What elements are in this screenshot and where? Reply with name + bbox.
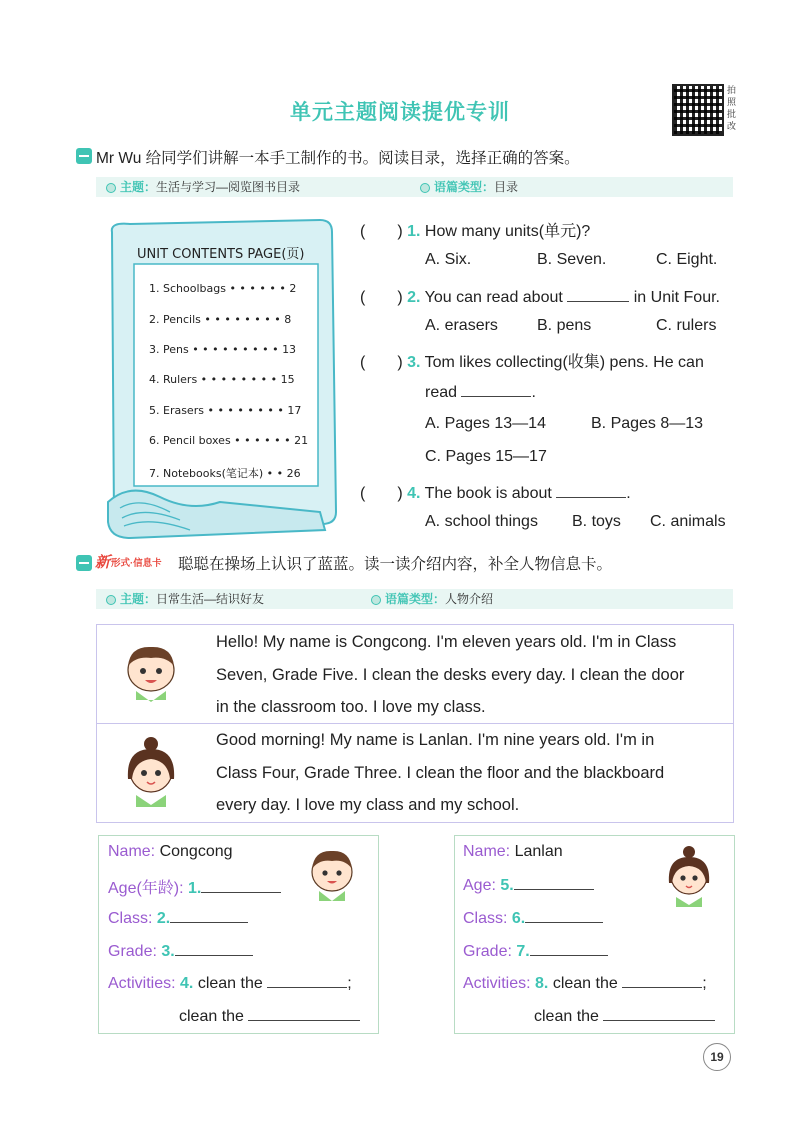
activities-label: Activities: (108, 975, 176, 992)
card1-age-row (108, 875, 281, 898)
book-item: 4. Rulers • • • • • • • • 15 (149, 373, 295, 386)
q4-option-a: A. school things (425, 513, 538, 530)
book-item: 5. Erasers • • • • • • • • 17 (149, 404, 302, 417)
grade-label: Grade: (463, 943, 512, 960)
genre-label: 语篇类型： (434, 180, 495, 194)
section1-theme-bar (96, 177, 733, 197)
blank-number: 2. (156, 910, 171, 927)
blank-number: 6. (511, 910, 526, 927)
section1-instruction: Mr Wu 给同学们讲解一本手工制作的书。阅读目录，选择正确的答案。 (96, 150, 580, 167)
activities-end: ; (702, 975, 707, 992)
new-badge: 新 (95, 554, 111, 571)
age-blank[interactable] (514, 875, 594, 890)
passage-lanlan (216, 724, 726, 822)
answer-blank[interactable] (556, 483, 626, 498)
q2-option-c: C. rulers (656, 317, 717, 334)
boy-avatar-small (304, 845, 360, 903)
question-text: How many units(单元)? (424, 223, 591, 240)
activities-blank[interactable] (248, 1006, 360, 1021)
card1-class-row (108, 908, 248, 928)
q4-option-b: B. toys (572, 513, 621, 530)
section2-theme-bar (96, 589, 733, 609)
theme-label: 主题： (120, 592, 157, 606)
page-title: 单元主题阅读提优专训 (290, 101, 510, 124)
question-number: 3. (407, 354, 421, 371)
q1-option-b: B. Seven. (537, 251, 607, 268)
passage-line: Class Four, Grade Three. I clean the floor and the blackboard (216, 763, 665, 782)
question-text-end: in Unit Four. (633, 289, 720, 306)
age-label: Age(年龄): (108, 880, 184, 897)
blank-number: 4. (180, 975, 194, 992)
card2-age-row (463, 875, 594, 895)
card2-class-row (463, 908, 603, 928)
answer-paren[interactable]: ( ) (360, 354, 403, 371)
book-item: 7. Notebooks(笔记本) • • 26 (149, 467, 301, 480)
qr-code[interactable] (672, 84, 724, 136)
activities-blank[interactable] (622, 973, 702, 988)
activities-label: Activities: (463, 975, 531, 992)
answer-paren[interactable]: ( ) (360, 289, 403, 306)
grade-blank[interactable] (175, 941, 253, 956)
card2-name-row (463, 843, 563, 861)
passage-line: in the classroom too. I love my class. (216, 698, 486, 716)
passage-line: every day. I love my class and my school. (216, 796, 520, 814)
card1-grade-row (108, 941, 253, 961)
question-3 (360, 349, 704, 372)
question-3-line2 (425, 382, 536, 402)
section-marker-icon (76, 148, 92, 164)
theme-value: 生活与学习—阅览图书目录 (156, 180, 301, 194)
name-label: Name: (108, 843, 156, 860)
q2-option-b: B. pens (537, 317, 592, 334)
genre-value: 目录 (494, 180, 519, 194)
class-label: Class: (108, 910, 153, 927)
answer-blank[interactable] (461, 382, 531, 397)
blank-number: 1. (188, 880, 202, 897)
book-item: 1. Schoolbags • • • • • • 2 (149, 282, 297, 295)
passage-line: Good morning! My name is Lanlan. I'm nine years old. I'm in (216, 731, 655, 749)
q4-option-c: C. animals (650, 513, 726, 530)
genre-value: 人物介绍 (445, 592, 494, 606)
activities-text: clean the (552, 975, 618, 992)
card2-activities-row2 (534, 1006, 715, 1026)
question-text: Tom likes collecting(收集) pens. He can (424, 354, 704, 371)
answer-blank[interactable] (567, 287, 629, 302)
grade-blank[interactable] (530, 941, 608, 956)
passage-congcong (216, 626, 726, 724)
activities-text: clean the (179, 1008, 244, 1025)
question-text: You can read about (424, 289, 563, 306)
name-value: Congcong (159, 843, 233, 860)
card2-activities-row (463, 973, 707, 993)
activities-text: clean the (197, 975, 263, 992)
question-number: 4. (407, 485, 421, 502)
q1-option-c: C. Eight. (656, 251, 718, 268)
activities-blank[interactable] (603, 1006, 715, 1021)
answer-paren[interactable]: ( ) (360, 485, 403, 502)
book-header: UNIT CONTENTS PAGE(页) (137, 247, 305, 262)
qr-caption: 拍照批改 (727, 85, 737, 131)
name-label: Name: (463, 843, 511, 860)
book-item: 6. Pencil boxes • • • • • • 21 (149, 434, 309, 447)
question-number: 1. (407, 223, 421, 240)
question-1 (360, 218, 590, 241)
question-number: 2. (407, 289, 421, 306)
new-badge-text: 形式·信息卡 (111, 558, 162, 569)
book-item: 2. Pencils • • • • • • • • 8 (149, 313, 292, 326)
class-blank[interactable] (170, 908, 248, 923)
class-blank[interactable] (525, 908, 603, 923)
blank-number: 7. (516, 943, 530, 960)
question-text-end: . (531, 384, 536, 401)
blank-number: 8. (535, 975, 549, 992)
girl-avatar (120, 735, 182, 807)
theme-label: 主题： (120, 180, 157, 194)
page-number: 19 (703, 1043, 731, 1071)
question-text: The book is about (424, 485, 552, 502)
q3-option-b: B. Pages 8—13 (591, 415, 704, 432)
activities-end: ; (347, 975, 352, 992)
question-text-end: . (626, 485, 631, 502)
q3-option-a: A. Pages 13—14 (425, 415, 546, 432)
activities-blank[interactable] (267, 973, 347, 988)
activities-text: clean the (534, 1008, 599, 1025)
theme-dot-icon (106, 595, 116, 605)
book-item: 3. Pens • • • • • • • • • 13 (149, 343, 297, 356)
passage-line: Seven, Grade Five. I clean the desks every day. I clean the door (216, 665, 685, 684)
card1-activities-row (108, 973, 352, 993)
grade-label: Grade: (108, 943, 157, 960)
passage-line: Hello! My name is Congcong. I'm eleven years old. I'm in Class (216, 633, 677, 651)
card1-name-row (108, 843, 233, 861)
question-2 (360, 284, 720, 307)
section2-instruction: 聪聪在操场上认识了蓝蓝。读一读介绍内容，补全人物信息卡。 (178, 556, 613, 573)
name-value: Lanlan (514, 843, 563, 860)
answer-paren[interactable]: ( ) (360, 223, 403, 240)
q2-option-a: A. erasers (425, 317, 498, 334)
card1-activities-row2 (179, 1006, 360, 1026)
question-4 (360, 480, 631, 503)
genre-dot-icon (371, 595, 381, 605)
girl-avatar-small (662, 845, 716, 907)
theme-value: 日常生活—结识好友 (156, 592, 265, 606)
age-label: Age: (463, 877, 496, 894)
class-label: Class: (463, 910, 508, 927)
card2-grade-row (463, 941, 608, 961)
age-blank[interactable] (201, 878, 281, 893)
question-text: read (425, 384, 458, 401)
genre-label: 语篇类型： (385, 592, 446, 606)
boy-avatar (118, 640, 184, 706)
blank-number: 3. (161, 943, 175, 960)
theme-dot-icon (106, 183, 116, 193)
q1-option-a: A. Six. (425, 251, 472, 268)
section-marker-icon (76, 555, 92, 571)
blank-number: 5. (500, 877, 514, 894)
q3-option-c: C. Pages 15—17 (425, 448, 547, 465)
genre-dot-icon (420, 183, 430, 193)
